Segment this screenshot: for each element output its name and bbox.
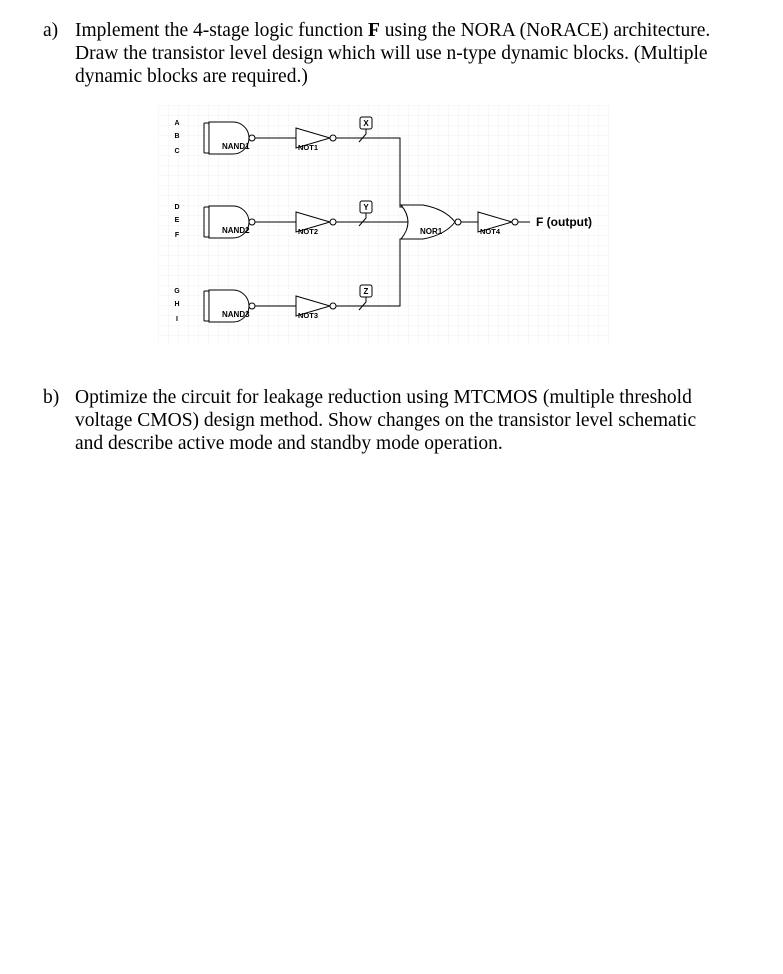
question-b-text bbox=[75, 386, 696, 455]
question-b-label: b) bbox=[43, 387, 60, 408]
question-a-line-3: dynamic blocks are required.) bbox=[75, 66, 308, 87]
not-gate-4-label: NOT4 bbox=[480, 227, 501, 236]
question-a-text bbox=[75, 19, 710, 88]
not-gate-2-label: NOT2 bbox=[298, 227, 319, 236]
input-label-i: I bbox=[176, 316, 178, 323]
question-b-line-1: Optimize the circuit for leakage reduction using MTCMOS (multiple threshold bbox=[75, 387, 692, 408]
not-gate-1-label: NOT1 bbox=[298, 143, 319, 152]
function-f-bold: F bbox=[367, 20, 380, 41]
nand-gate-3-label: NAND3 bbox=[222, 310, 250, 319]
question-a-line-1: Implement the 4-stage logic function F using the NORA (NoRACE) architecture. bbox=[75, 20, 711, 41]
probe-z-label: Z bbox=[363, 287, 369, 296]
nand-gate-1-label: NAND1 bbox=[222, 142, 250, 151]
input-label-d: D bbox=[174, 204, 180, 211]
nor-gate-label: NOR1 bbox=[420, 227, 443, 236]
question-a-label: a) bbox=[43, 20, 59, 41]
question-b-line-3: and describe active mode and standby mode operation. bbox=[75, 433, 503, 454]
input-label-g: G bbox=[174, 288, 180, 295]
input-label-b: B bbox=[174, 133, 180, 140]
probe-x-label: X bbox=[363, 119, 369, 128]
question-b-line-2: voltage CMOS) design method. Show changes on the transistor level schematic bbox=[75, 410, 697, 431]
input-label-c: C bbox=[174, 148, 180, 155]
probe-y-label: Y bbox=[363, 203, 369, 212]
output-label: F (output) bbox=[536, 215, 592, 229]
nand-gate-2-label: NAND2 bbox=[222, 226, 250, 235]
input-label-a: A bbox=[174, 120, 180, 127]
logic-circuit-diagram bbox=[158, 105, 610, 345]
question-a-line-2: Draw the transistor level design which will use n-type dynamic blocks. (Multiple bbox=[75, 43, 708, 64]
input-label-f: F bbox=[174, 232, 180, 239]
input-label-h: H bbox=[174, 301, 180, 308]
not-gate-3-label: NOT3 bbox=[298, 311, 319, 320]
input-label-e: E bbox=[174, 217, 180, 224]
